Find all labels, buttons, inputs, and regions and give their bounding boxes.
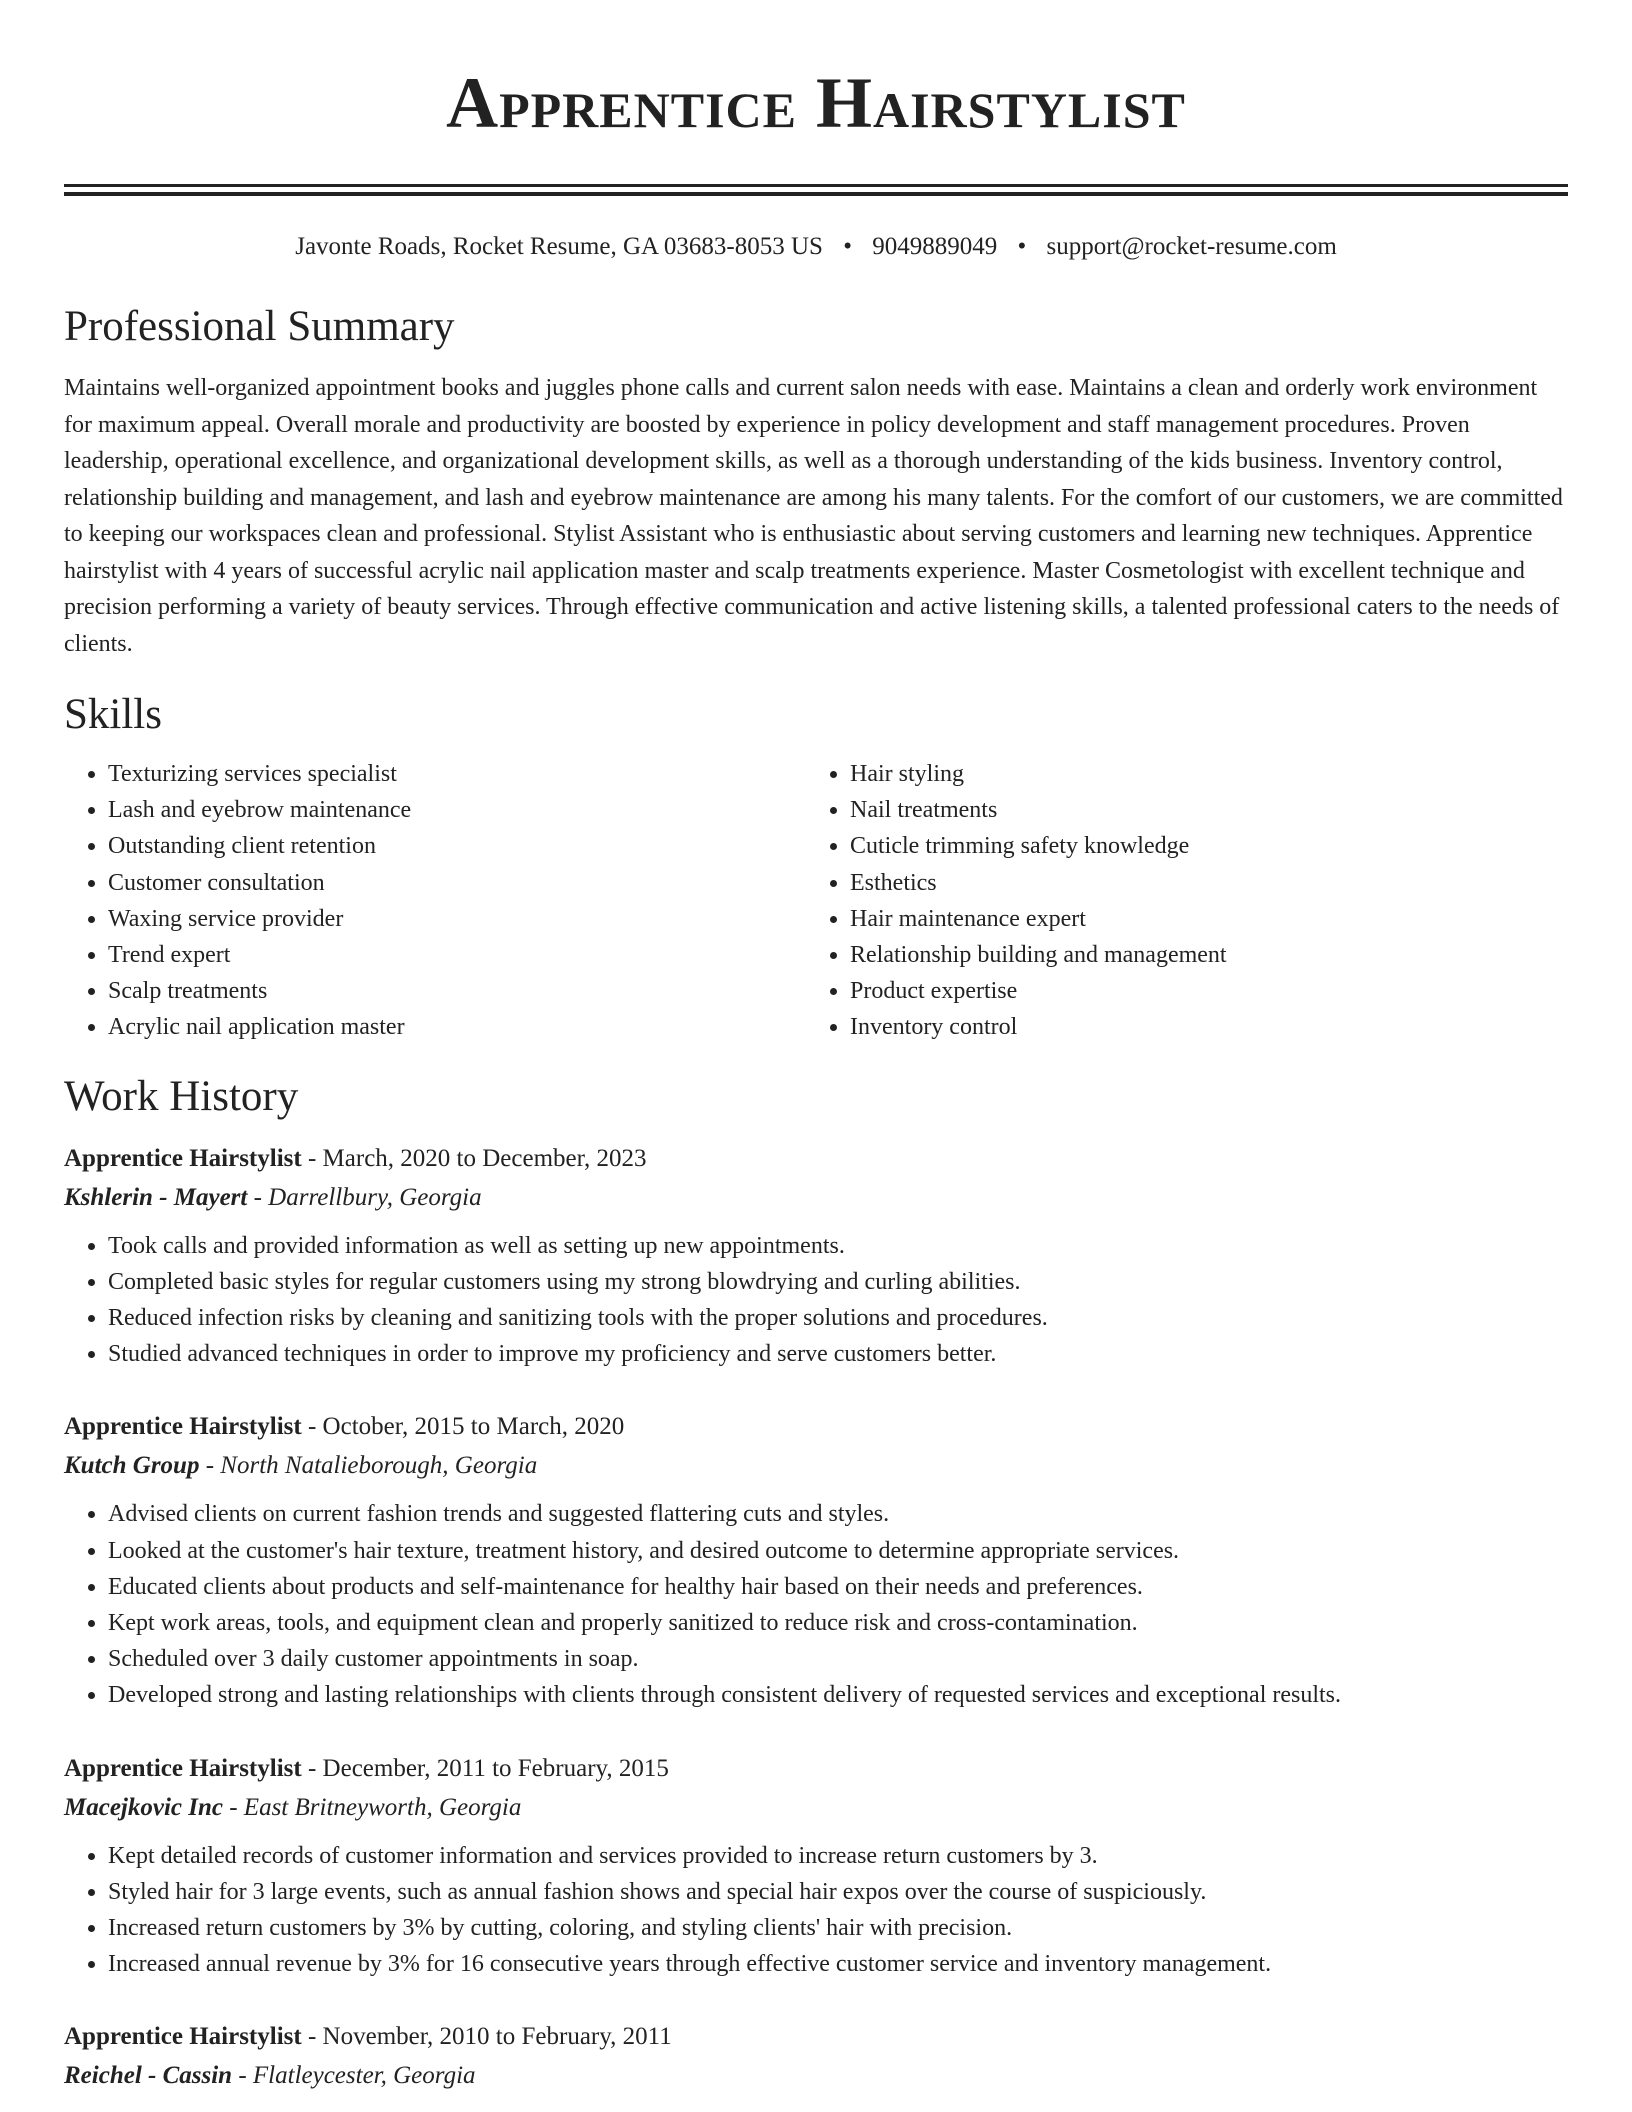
job-company: Kutch Group xyxy=(64,1452,200,1480)
job-role: Apprentice Hairstylist xyxy=(64,2023,302,2051)
job-location: - North Natalieborough, Georgia xyxy=(199,1452,538,1480)
contact-line xyxy=(64,230,1568,264)
job-bullet: • Increased annual revenue by 3% for 16 consecutive years through effective customer service and inventory management. xyxy=(108,1946,1568,1982)
skill-item: • Trend expert xyxy=(108,937,806,973)
job-company: Reichel - Cassin xyxy=(64,2062,233,2090)
job-bullets xyxy=(64,1228,1568,1373)
job-bullet: • Studied advanced techniques in order to improve my proficiency and serve customers better. xyxy=(108,1336,1568,1372)
job-bullet: • Took calls and provided information as well as setting up new appointments. xyxy=(108,1228,1568,1264)
job-employer xyxy=(64,1446,1568,1486)
summary-text: Maintains well-organized appointment books and juggles phone calls and current salon needs with ease. Maintains a clean and orderly work environment for maximum appeal. Overall morale and productivity are boosted by experience in policy development and staff management procedures. Proven leadership, operational excellence, and organizational development skills, as well as a thorough understanding of the kids business. Inventory control, relationship building and management, and lash and eyebrow maintenance are among his many talents. For the comfort of our customers, we are committed to keeping our workspaces clean and professional. Stylist Assistant who is enthusiastic about serving customers and learning new techniques. Apprentice hairstylist with 4 years of successful acrylic nail application master and scalp treatments experience. Master Cosmetologist with excellent technique and precision performing a variety of beauty services. Through effective communication and active listening skills, a talented professional caters to the needs of clients. xyxy=(64,375,1563,657)
job-bullet: • Advised clients on current fashion trends and suggested flattering cuts and styles. xyxy=(108,1496,1568,1532)
job-company: Kshlerin - Mayert xyxy=(64,1183,248,1211)
job-location: - Flatleycester, Georgia xyxy=(232,2062,476,2090)
job-bullet: • Scheduled over 3 daily customer appointments in soap. xyxy=(108,1641,1568,1677)
job-bullet: • Looked at the customer's hair texture, treatment history, and desired outcome to determine appropriate services. xyxy=(108,1533,1568,1569)
job-entry xyxy=(64,1408,1568,1713)
skills-list-left xyxy=(64,756,806,1046)
job-bullets xyxy=(64,1496,1568,1713)
skill-item: • Texturizing services specialist xyxy=(108,756,806,792)
skill-item: • Outstanding client retention xyxy=(108,828,806,864)
job-bullets xyxy=(64,1838,1568,1983)
skill-item: • Product expertise xyxy=(850,973,1548,1009)
job-location: - Darrellbury, Georgia xyxy=(247,1183,482,1211)
skills-column-right xyxy=(806,756,1548,1046)
skill-item: • Hair styling xyxy=(850,756,1548,792)
job-dates: - March, 2020 to December, 2023 xyxy=(301,1144,647,1172)
skill-item: • Nail treatments xyxy=(850,792,1548,828)
job-location: - East Britneyworth, Georgia xyxy=(222,1793,522,1821)
job-bullet: • Styled hair for 3 large events, such as annual fashion shows and special hair expos over the course of suspiciously. xyxy=(108,1874,1568,1910)
job-entry xyxy=(64,2018,1568,2096)
skill-item: • Inventory control xyxy=(850,1009,1548,1045)
skill-item: • Lash and eyebrow maintenance xyxy=(108,792,806,828)
skills-list-right xyxy=(806,756,1548,1046)
job-header xyxy=(64,1140,1568,1178)
title-rule-bottom xyxy=(64,192,1568,196)
job-entry xyxy=(64,1140,1568,1373)
skill-item: • Scalp treatments xyxy=(108,973,806,1009)
work-history-heading: Work History xyxy=(64,1072,299,1120)
job-bullet: • Kept detailed records of customer information and services provided to increase return customers by 3. xyxy=(108,1838,1568,1874)
job-entry xyxy=(64,1750,1568,1983)
skill-item: • Customer consultation xyxy=(108,865,806,901)
job-bullet: • Educated clients about products and self-maintenance for healthy hair based on their needs and preferences. xyxy=(108,1569,1568,1605)
contact-email: support@rocket-resume.com xyxy=(1046,233,1337,260)
skill-item: • Acrylic nail application master xyxy=(108,1009,806,1045)
contact-separator: • xyxy=(843,233,852,260)
job-employer xyxy=(64,1788,1568,1828)
skill-item: • Hair maintenance expert xyxy=(850,901,1548,937)
contact-address: Javonte Roads, Rocket Resume, GA 03683-8053 US xyxy=(295,233,823,260)
skill-item: • Waxing service provider xyxy=(108,901,806,937)
job-bullet: • Increased return customers by 3% by cutting, coloring, and styling clients' hair with precision. xyxy=(108,1910,1568,1946)
job-bullet: • Completed basic styles for regular customers using my strong blowdrying and curling abilities. xyxy=(108,1264,1568,1300)
job-dates: - October, 2015 to March, 2020 xyxy=(301,1413,625,1441)
skills-grid xyxy=(64,756,1568,1046)
job-company: Macejkovic Inc xyxy=(64,1793,223,1821)
job-header xyxy=(64,1750,1568,1788)
job-employer xyxy=(64,2056,1568,2096)
job-employer xyxy=(64,1178,1568,1218)
skills-heading: Skills xyxy=(64,691,162,738)
summary-heading: Professional Summary xyxy=(64,303,455,350)
contact-phone: 9049889049 xyxy=(872,233,998,260)
job-role: Apprentice Hairstylist xyxy=(64,1754,302,1782)
job-bullet: • Reduced infection risks by cleaning and sanitizing tools with the proper solutions and procedures. xyxy=(108,1300,1568,1336)
job-role: Apprentice Hairstylist xyxy=(64,1144,302,1172)
skill-item: • Cuticle trimming safety knowledge xyxy=(850,828,1548,864)
job-bullet: • Kept work areas, tools, and equipment clean and properly sanitized to reduce risk and cross-contamination. xyxy=(108,1605,1568,1641)
job-header xyxy=(64,1408,1568,1446)
job-bullet: • Developed strong and lasting relationships with clients through consistent delivery of requested services and exceptional results. xyxy=(108,1677,1568,1713)
job-dates: - December, 2011 to February, 2015 xyxy=(301,1754,669,1782)
job-header xyxy=(64,2018,1568,2056)
skills-column-left xyxy=(64,756,806,1046)
contact-separator: • xyxy=(1017,233,1027,260)
job-role: Apprentice Hairstylist xyxy=(64,1413,302,1441)
skill-item: • Esthetics xyxy=(850,865,1548,901)
resume-title: Apprentice Hairstylist xyxy=(446,63,1186,143)
job-dates: - November, 2010 to February, 2011 xyxy=(301,2023,672,2051)
skill-item: • Relationship building and management xyxy=(850,937,1548,973)
